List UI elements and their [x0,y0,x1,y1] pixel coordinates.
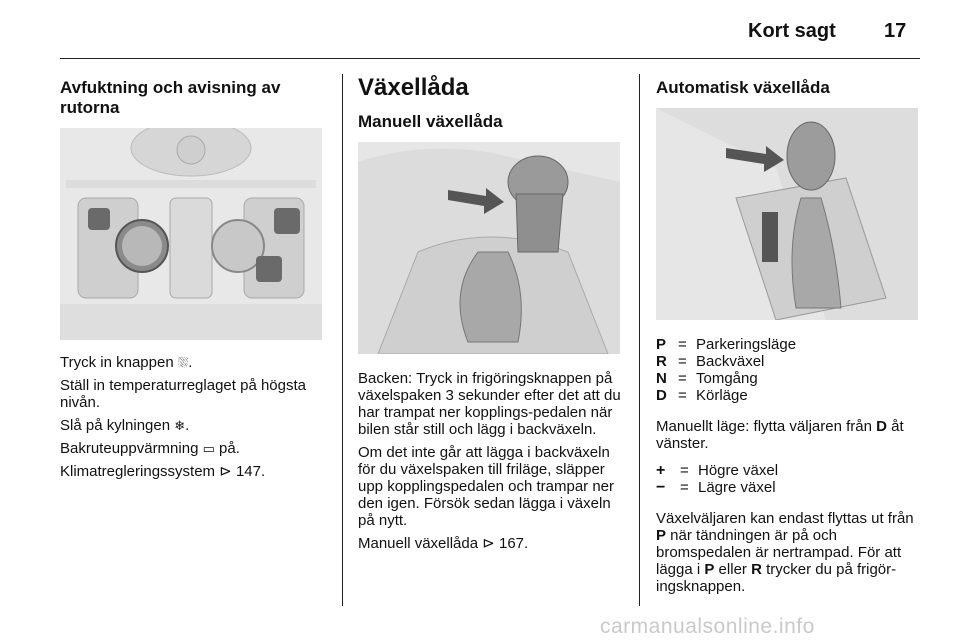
instruction-reverse: Backen: Tryck in frigöringsknappen på växelspaken 3 sekunder efter det att du har trampat ner kopplings-pedalen när bilen står still och lägg i backväxeln. [358,370,621,438]
automatic-gear-selector-illustration [656,108,918,320]
legend-row-downshift: − = Lägre växel [656,479,776,496]
text-block [358,370,628,552]
shift-symbol-legend [656,462,924,496]
reference-arrow-icon: ⊳ [482,535,495,552]
text-block [60,354,330,480]
legend-row-upshift: + = Högre växel [656,462,779,479]
legend-row-p: P = Parkeringsläge [656,336,797,353]
column-defrost [60,74,330,486]
running-title: Kort sagt [748,20,836,42]
automatic-gear-drawing [656,108,918,320]
watermark: carmanualsonline.info [600,615,815,638]
reference-arrow-icon: ⊳ [219,463,232,480]
minus-icon: − [656,479,666,496]
plus-icon: + [656,462,666,479]
instruction-temperature: Ställ in temperaturreglaget på högsta nivån. [60,377,306,411]
cross-reference-climate[interactable]: Klimatregleringssystem ⊳ 147. [60,463,266,480]
column-divider-2 [639,74,640,606]
section-heading-automatic: Automatisk växellåda [656,78,830,97]
chapter-heading: Växellåda [358,74,469,101]
column-gearbox [358,74,628,558]
instruction-reverse-retry: Om det inte går att lägga i backväxeln för du växelspaken till friläge, släpper upp kopplingspedalen och trampar ner den igen. Försök sedan lägga i växeln på nytt. [358,444,615,529]
legend-row-r: R = Backväxel [656,353,765,370]
rear-window-heating-icon: ▭ [202,441,215,456]
instruction-press-button: Tryck in knappen ⛆. [60,354,193,371]
cross-reference-manual[interactable]: Manuell växellåda ⊳ 167. [358,535,529,552]
manual-gear-drawing [358,142,620,354]
column-divider-1 [342,74,343,606]
header-rule [60,58,920,59]
section-heading-manual: Manuell växellåda [358,112,503,131]
instruction-selector-release: Växelväljaren kan endast flyttas ut från P när tändningen är på och bromspedalen är nertrampad. För att lägga i P eller R trycker du på frigör-ingsknappen. [656,510,914,595]
instruction-manual-mode: Manuellt läge: flytta väljaren från D åt vänster. [656,418,904,452]
instruction-rear-heating: Bakruteuppvärmning ▭ på. [60,440,240,457]
instruction-cooling: Slå på kylningen ❄. [60,417,190,434]
manual-gear-lever-illustration [358,142,620,354]
snowflake-icon: ❄ [174,418,186,433]
climate-control-illustration [60,128,322,340]
legend-row-d: D = Körläge [656,387,748,404]
legend-row-n: N = Tomgång [656,370,758,387]
windscreen-defrost-icon: ⛆ [177,355,189,370]
column-automatic [656,74,924,601]
section-heading: Avfuktning och avisning av rutorna [60,78,281,117]
climate-panel-drawing [60,128,322,340]
gear-positions-legend [656,336,924,404]
page-number: 17 [884,20,907,42]
